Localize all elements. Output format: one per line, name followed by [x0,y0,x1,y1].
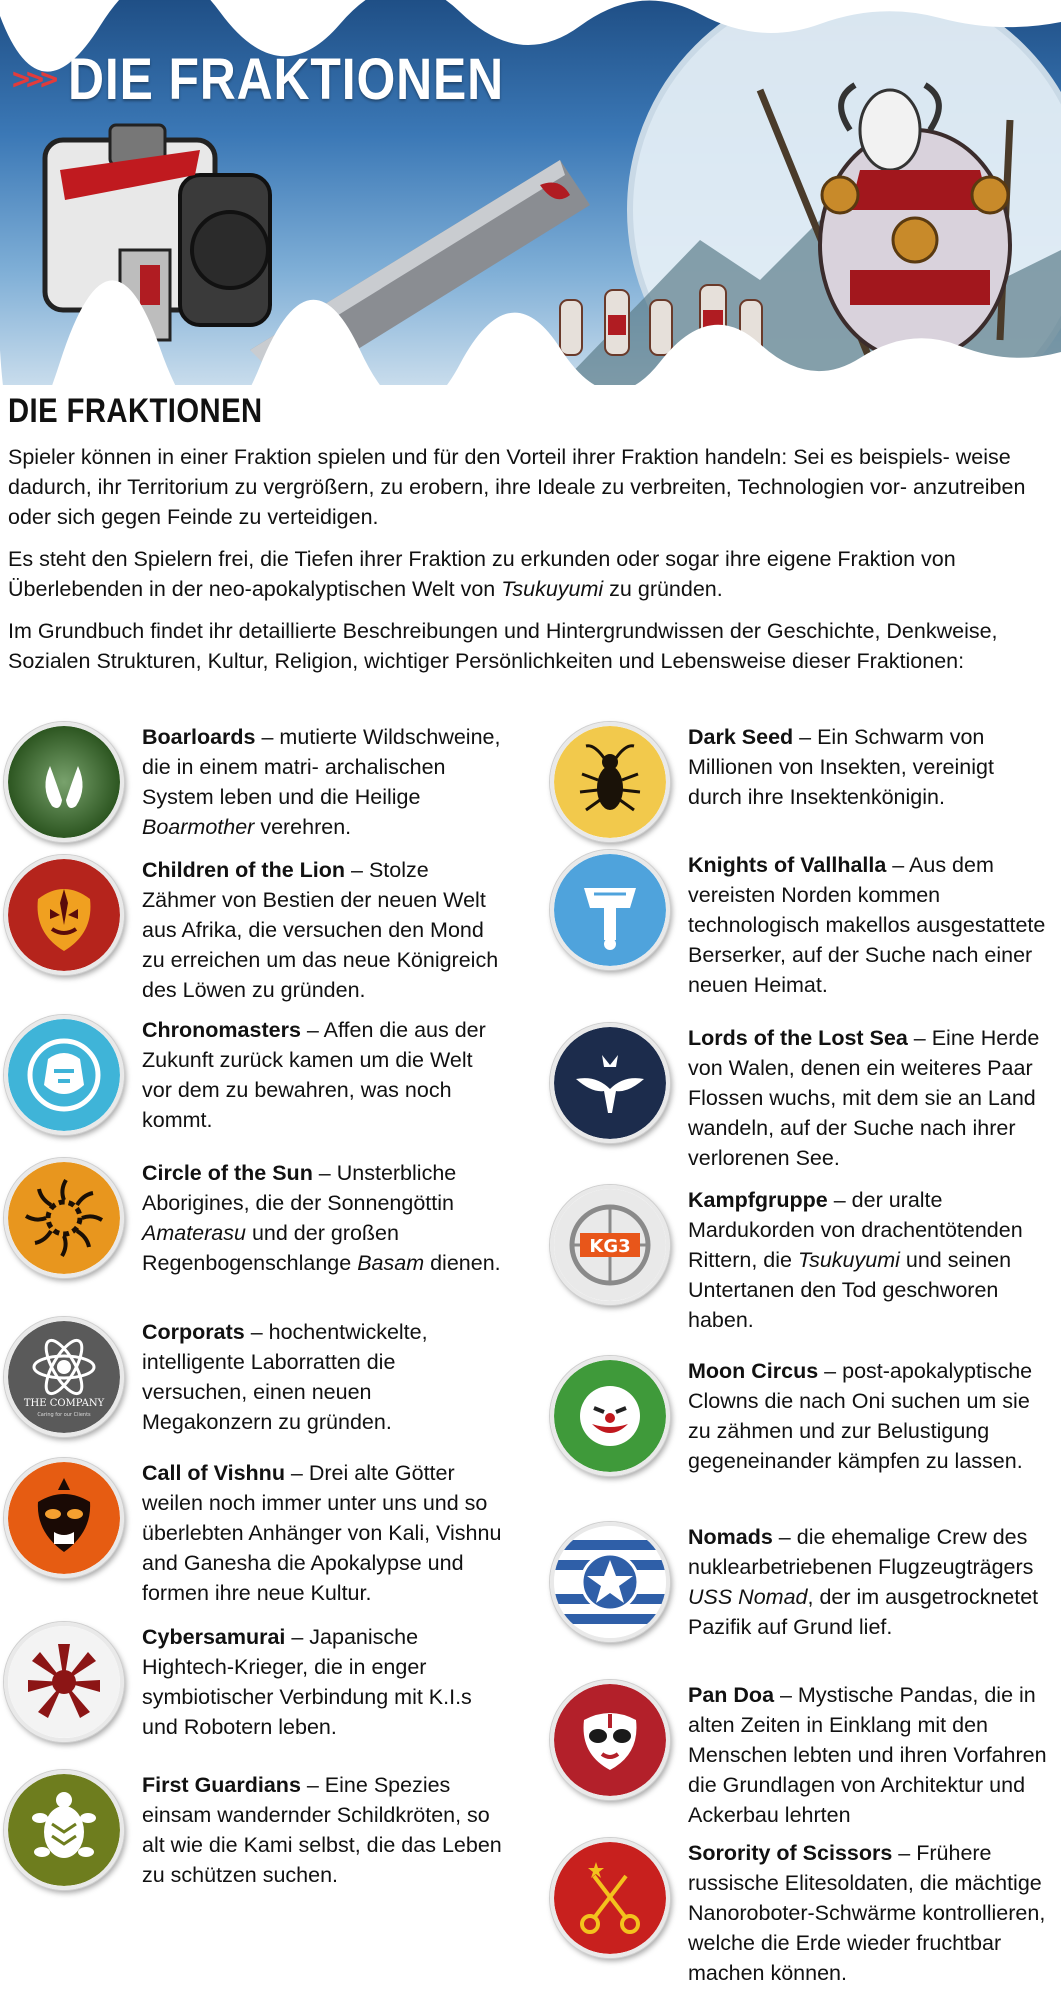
faction-description [688,1680,1048,1830]
faction-description [142,722,502,842]
emblem-cybersamurai [4,1622,124,1742]
lion-mask-icon [8,859,120,971]
faction-description-emphasis: USS Nomad [688,1585,808,1609]
emblem-lords-of-the-lost-sea [550,1023,670,1143]
faction-name: First Guardians [142,1773,301,1797]
faction-description-text: – Stolze Zähmer von Bestien der neuen Welt aus Afrika, die versuchen den Mond zu erreichen um das neue Königreich des Löwen zu gründen. [142,858,499,1002]
faction-description-text: – Japanische Hightech-Krieger, die in enger symbiotischer Verbindung mit K.I.s und Robotern leben. [142,1625,472,1739]
faction-name: Call of Vishnu [142,1461,285,1485]
faction-name: Boarloards [142,725,256,749]
faction-description-text: – der uralte Mardukorden von drachentötenden Rittern, die [688,1188,1023,1272]
faction-description-text: – Drei alte Götter weilen noch immer unter uns und so überlebten Anhänger von Kali, Vishnu and Ganesha die Apokalypse und formen ihre neue Kultur. [142,1461,502,1605]
emblem-company-subtext: Caring for our Clients [37,1412,91,1418]
intro-text [8,442,1053,688]
faction-description-text: – Frühere russische Elitesoldaten, die mächtige Nanoroboter-Schwärme kontrollieren, welche die Erde wieder fruchtbar machen können. [688,1841,1046,1985]
faction-description-text: verehren. [254,815,352,839]
emblem-chronomasters [4,1015,124,1135]
faction-description-text: – Eine Spezies einsam wandernder Schildkröten, so alt wie die Kami selbst, die das Leben zu schützen suchen. [142,1773,502,1887]
faction-moon-circus [550,1356,1048,1476]
faction-description [688,722,1048,842]
faction-pan-doa [550,1680,1048,1830]
faction-description [142,1622,502,1742]
faction-description [142,1317,502,1437]
faction-lords-of-the-lost-sea [550,1023,1048,1173]
intro-paragraph-3: Im Grundbuch findet ihr detaillierte Beschreibungen und Hintergrundwissen der Geschichte, Denkweise, Sozialen Strukturen, Kultur, Religion, wichtiger Persönlichkeiten und Lebensweise dieser Fraktionen: [8,619,998,673]
emblem-boarloards [4,722,124,842]
faction-first-guardians [4,1770,502,1890]
scissors-icon [554,1842,666,1954]
clown-face-icon [554,1360,666,1472]
intro-paragraph-2 [8,544,1053,604]
faction-corporats [4,1317,502,1437]
faction-description [142,1458,502,1608]
faction-name: Sorority of Scissors [688,1841,893,1865]
faction-description-emphasis: Tsukuyumi [797,1248,900,1272]
faction-description [688,1522,1048,1642]
faction-knights-of-vallhalla [550,850,1048,1000]
faction-description [142,855,502,1005]
faction-description-text: – die ehemalige Crew des nuklearbetriebenen Flugzeugträgers [688,1525,1034,1579]
faction-description-text: – mutierte Wildschweine, die in einem matri- archalischen System leben und die Heilige [142,725,501,809]
faction-boarloards [4,722,502,842]
faction-name: Corporats [142,1320,245,1344]
emblem-sorority-of-scissors [550,1838,670,1958]
sun-circle-icon [8,1162,120,1274]
faction-name: Lords of the Lost Sea [688,1026,908,1050]
emblem-dark-seed [550,722,670,842]
faction-description [142,1015,502,1135]
emblem-nomads [550,1522,670,1642]
faction-description-text: – Unsterbliche Aborigines, die der Sonnengöttin [142,1161,457,1215]
faction-kampfgruppe [550,1185,1048,1335]
emblem-corporats [4,1317,124,1437]
banner-title-text: DIE FRAKTIONEN [68,46,505,112]
faction-name: Circle of the Sun [142,1161,313,1185]
kg3-logo-icon [554,1189,666,1301]
faction-description-text: – Ein Schwarm von Millionen von Insekten, vereinigt durch ihre Insektenkönigin. [688,725,994,809]
rising-sun-icon [8,1626,120,1738]
kali-mask-icon [8,1462,120,1574]
faction-sorority-of-scissors [550,1838,1048,1988]
whale-tail-icon [554,1027,666,1139]
faction-description [688,1838,1048,1988]
faction-description [142,1770,502,1890]
intro-paragraph-2-text-a: Es steht den Spielern frei, die Tiefen ihrer Fraktion zu erkunden oder sogar ihre eigene Fraktion von Überlebenden in der neo-apokalyptischen Welt von [8,547,956,601]
chevron-arrows-icon: >>> [12,61,55,97]
emblem-moon-circus [550,1356,670,1476]
faction-description [688,1356,1048,1476]
faction-dark-seed [550,722,1048,842]
emblem-pan-doa [550,1680,670,1800]
banner-heading [12,44,575,114]
emblem-children-of-the-lion [4,855,124,975]
faction-circle-of-the-sun [4,1158,502,1278]
faction-description-text: und der großen Regenbogenschlange [142,1221,399,1275]
faction-description-text: – Mystische Pandas, die in alten Zeiten in Einklang mit den Menschen lebten und ihren Vorfahren die Grundlagen von Architektur und Ackerbau lehrten [688,1683,1047,1827]
turtle-icon [8,1774,120,1886]
faction-call-of-vishnu [4,1458,502,1608]
section-title: DIE FRAKTIONEN [8,392,263,430]
emblem-kg3-text: KG3 [589,1236,631,1257]
faction-name: Moon Circus [688,1359,819,1383]
faction-name: Knights of Vallhalla [688,853,887,877]
faction-chronomasters [4,1015,502,1135]
faction-description-text: – hochentwickelte, intelligente Laborratten die versuchen, einen neuen Megakonzern zu gründen. [142,1320,428,1434]
faction-name: Nomads [688,1525,773,1549]
faction-cybersamurai [4,1622,502,1742]
faction-description-text: und seinen Untertanen den Tod geschworen haben. [688,1248,1012,1332]
intro-paragraph-2-emphasis: Tsukuyumi [501,577,604,601]
header-banner [0,0,1061,385]
faction-name: Kampfgruppe [688,1188,828,1212]
emblem-kampfgruppe [550,1185,670,1305]
faction-name: Pan Doa [688,1683,775,1707]
faction-description-text: – Aus dem vereisten Norden kommen technologisch makellos ausgestattete Berserker, auf der Suche nach einer neuen Heimat. [688,853,1046,997]
atom-rat-icon [8,1321,120,1433]
faction-description [688,1185,1048,1335]
robot-figure-icon [45,125,270,340]
faction-nomads [550,1522,1048,1642]
intro-paragraph-1: Spieler können in einer Fraktion spielen und für den Vorteil ihrer Fraktion handeln: Sei es beispiels- weise dadurch, ihr Territorium zu vergrößern, zu erobern, ihre Ideale zu verbreiten, Technologien vor- anzutreiben oder sich gegen Feinde zu verteidigen. [8,445,1026,529]
panda-mask-icon [554,1684,666,1796]
faction-name: Children of the Lion [142,858,346,882]
faction-description-text: – post-apokalyptische Clowns die nach Oni suchen um sie zu zähmen und zur Belustigung gegeneinander kämpfen zu lassen. [688,1359,1033,1473]
faction-name: Chronomasters [142,1018,301,1042]
faction-description-emphasis: Basam [357,1251,425,1275]
ape-head-icon [8,1019,120,1131]
faction-description-text: – Eine Herde von Walen, denen ein weiteres Paar Flossen wuchs, mit dem sie an Land wandeln, auf der Suche nach ihrer verlorenen See. [688,1026,1040,1170]
faction-description [142,1158,502,1278]
insect-icon [554,726,666,838]
faction-name: Dark Seed [688,725,794,749]
emblem-company-text: THE COMPANY [23,1398,105,1409]
faction-description [688,850,1048,1000]
faction-description-text: , der im ausgetrocknetet Pazifik auf Grund lief. [688,1585,1039,1639]
hammer-icon [554,854,666,966]
faction-description-text: – Affen die aus der Zukunft zurück kamen um die Welt vor dem zu bewahren, was noch kommt. [142,1018,486,1132]
emblem-circle-of-the-sun [4,1158,124,1278]
faction-description-emphasis: Boarmother [142,815,255,839]
faction-description-emphasis: Amaterasu [142,1221,246,1245]
emblem-knights-of-vallhalla [550,850,670,970]
star-icon [554,1526,666,1638]
faction-description [688,1023,1048,1173]
intro-paragraph-2-text-c: zu gründen. [603,577,723,601]
faction-children-of-the-lion [4,855,502,1005]
emblem-first-guardians [4,1770,124,1890]
hoof-icon [8,726,120,838]
faction-name: Cybersamurai [142,1625,286,1649]
emblem-call-of-vishnu [4,1458,124,1578]
faction-description-text: dienen. [424,1251,501,1275]
